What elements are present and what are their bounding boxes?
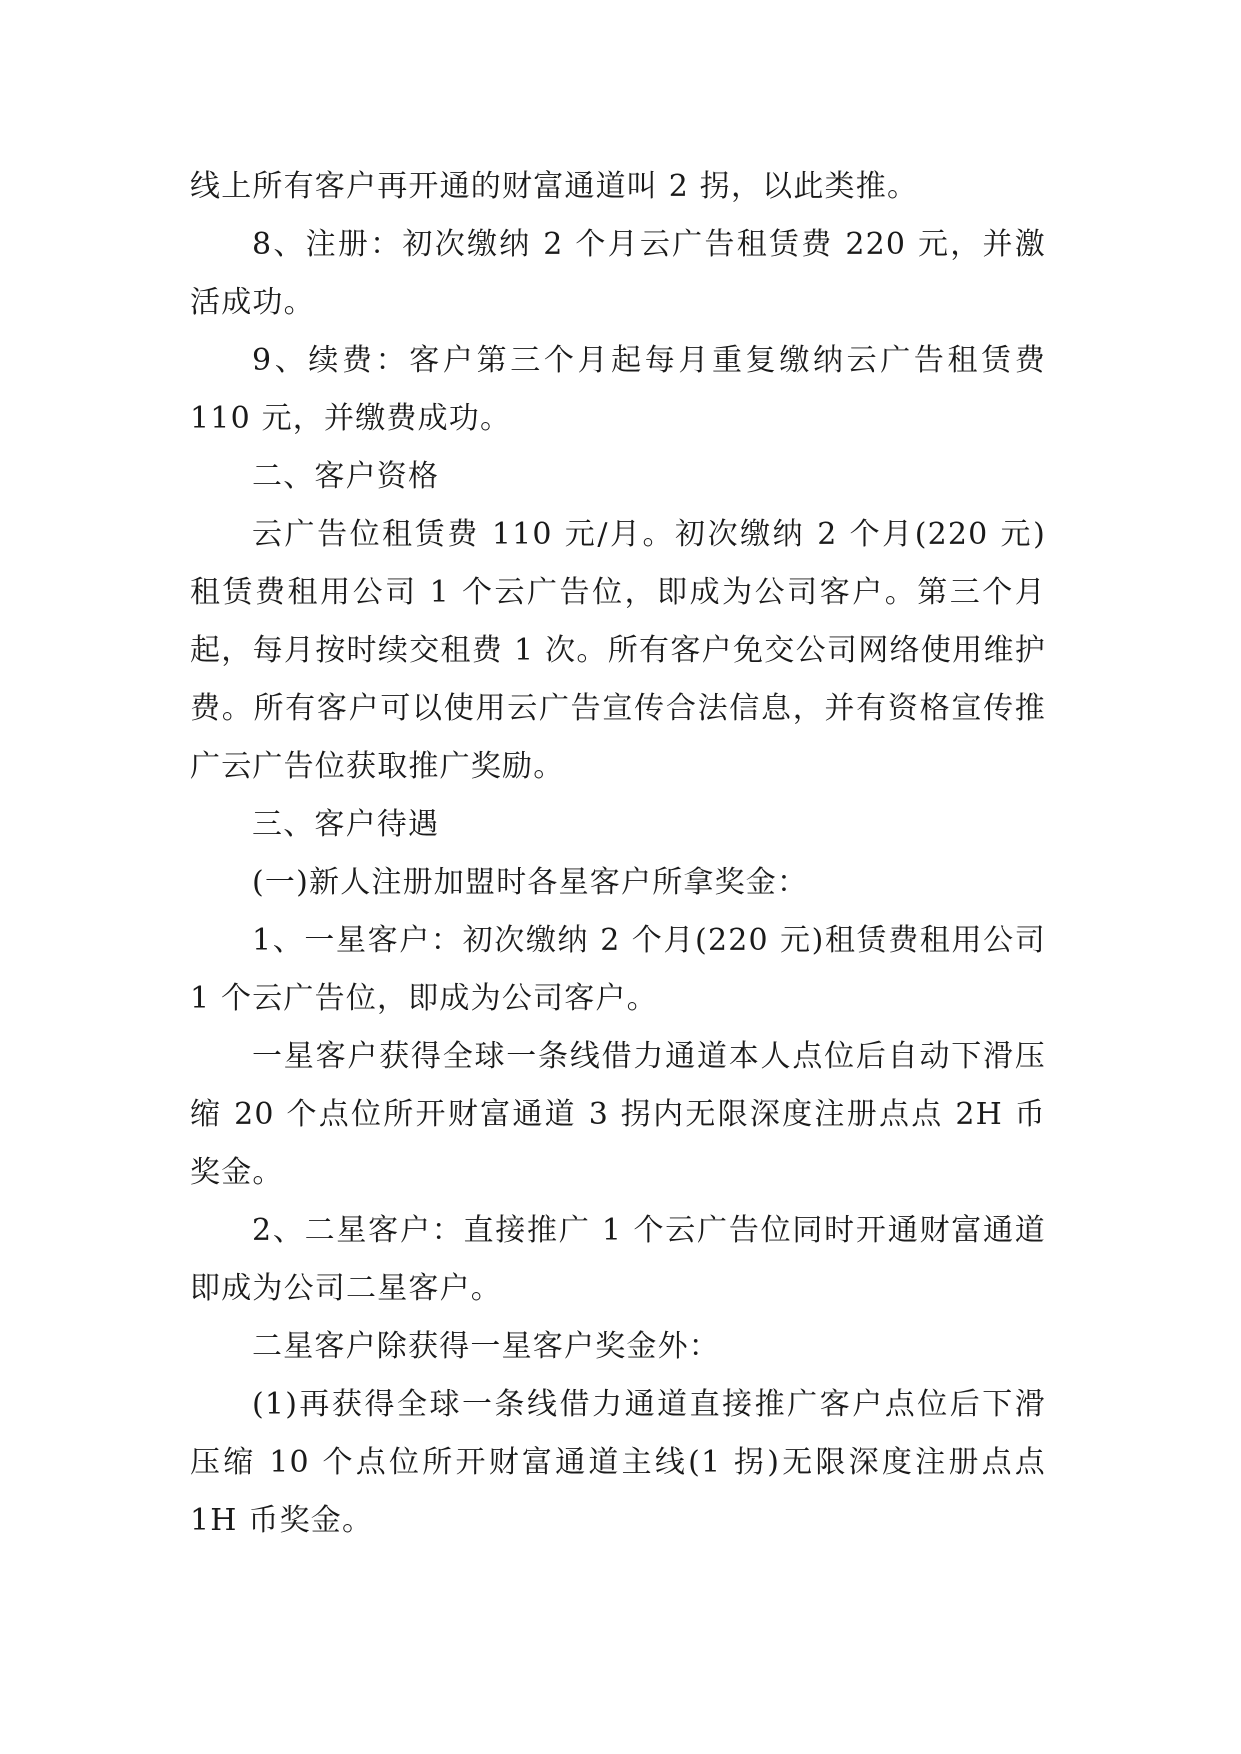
- paragraph: (1)再获得全球一条线借力通道直接推广客户点位后下滑压缩 10 个点位所开财富通道主线(1 拐)无限深度注册点点 1H 币奖金。: [190, 1387, 1046, 1538]
- paragraph: 8、注册：初次缴纳 2 个月云广告租赁费 220 元，并激活成功。: [190, 227, 1046, 320]
- document-page: [190, 158, 1046, 1550]
- section-heading: 二、客户资格: [252, 459, 440, 494]
- paragraph: 一星客户获得全球一条线借力通道本人点位后自动下滑压缩 20 个点位所开财富通道 3 拐内无限深度注册点点 2H 币奖金。: [190, 1039, 1046, 1190]
- subsection-heading: (一)新人注册加盟时各星客户所拿奖金：: [252, 865, 809, 900]
- paragraph: 云广告位租赁费 110 元/月。初次缴纳 2 个月(220 元)租赁费租用公司 1 个云广告位，即成为公司客户。第三个月起，每月按时续交租费 1 次。所有客户免交公司网络使用维护费。所有客户可以使用云广告宣传合法信息，并有资格宣传推广云广告位获取推广奖励。: [190, 517, 1046, 784]
- paragraph: 二星客户除获得一星客户奖金外：: [252, 1329, 720, 1364]
- paragraph: 9、续费：客户第三个月起每月重复缴纳云广告租赁费 110 元，并缴费成功。: [190, 343, 1046, 436]
- paragraph: 线上所有客户再开通的财富通道叫 2 拐，以此类推。: [190, 169, 919, 204]
- paragraph: 1、一星客户：初次缴纳 2 个月(220 元)租赁费租用公司 1 个云广告位，即成为公司客户。: [190, 923, 1046, 1016]
- section-heading: 三、客户待遇: [252, 807, 440, 842]
- paragraph: 2、二星客户：直接推广 1 个云广告位同时开通财富通道即成为公司二星客户。: [190, 1213, 1046, 1306]
